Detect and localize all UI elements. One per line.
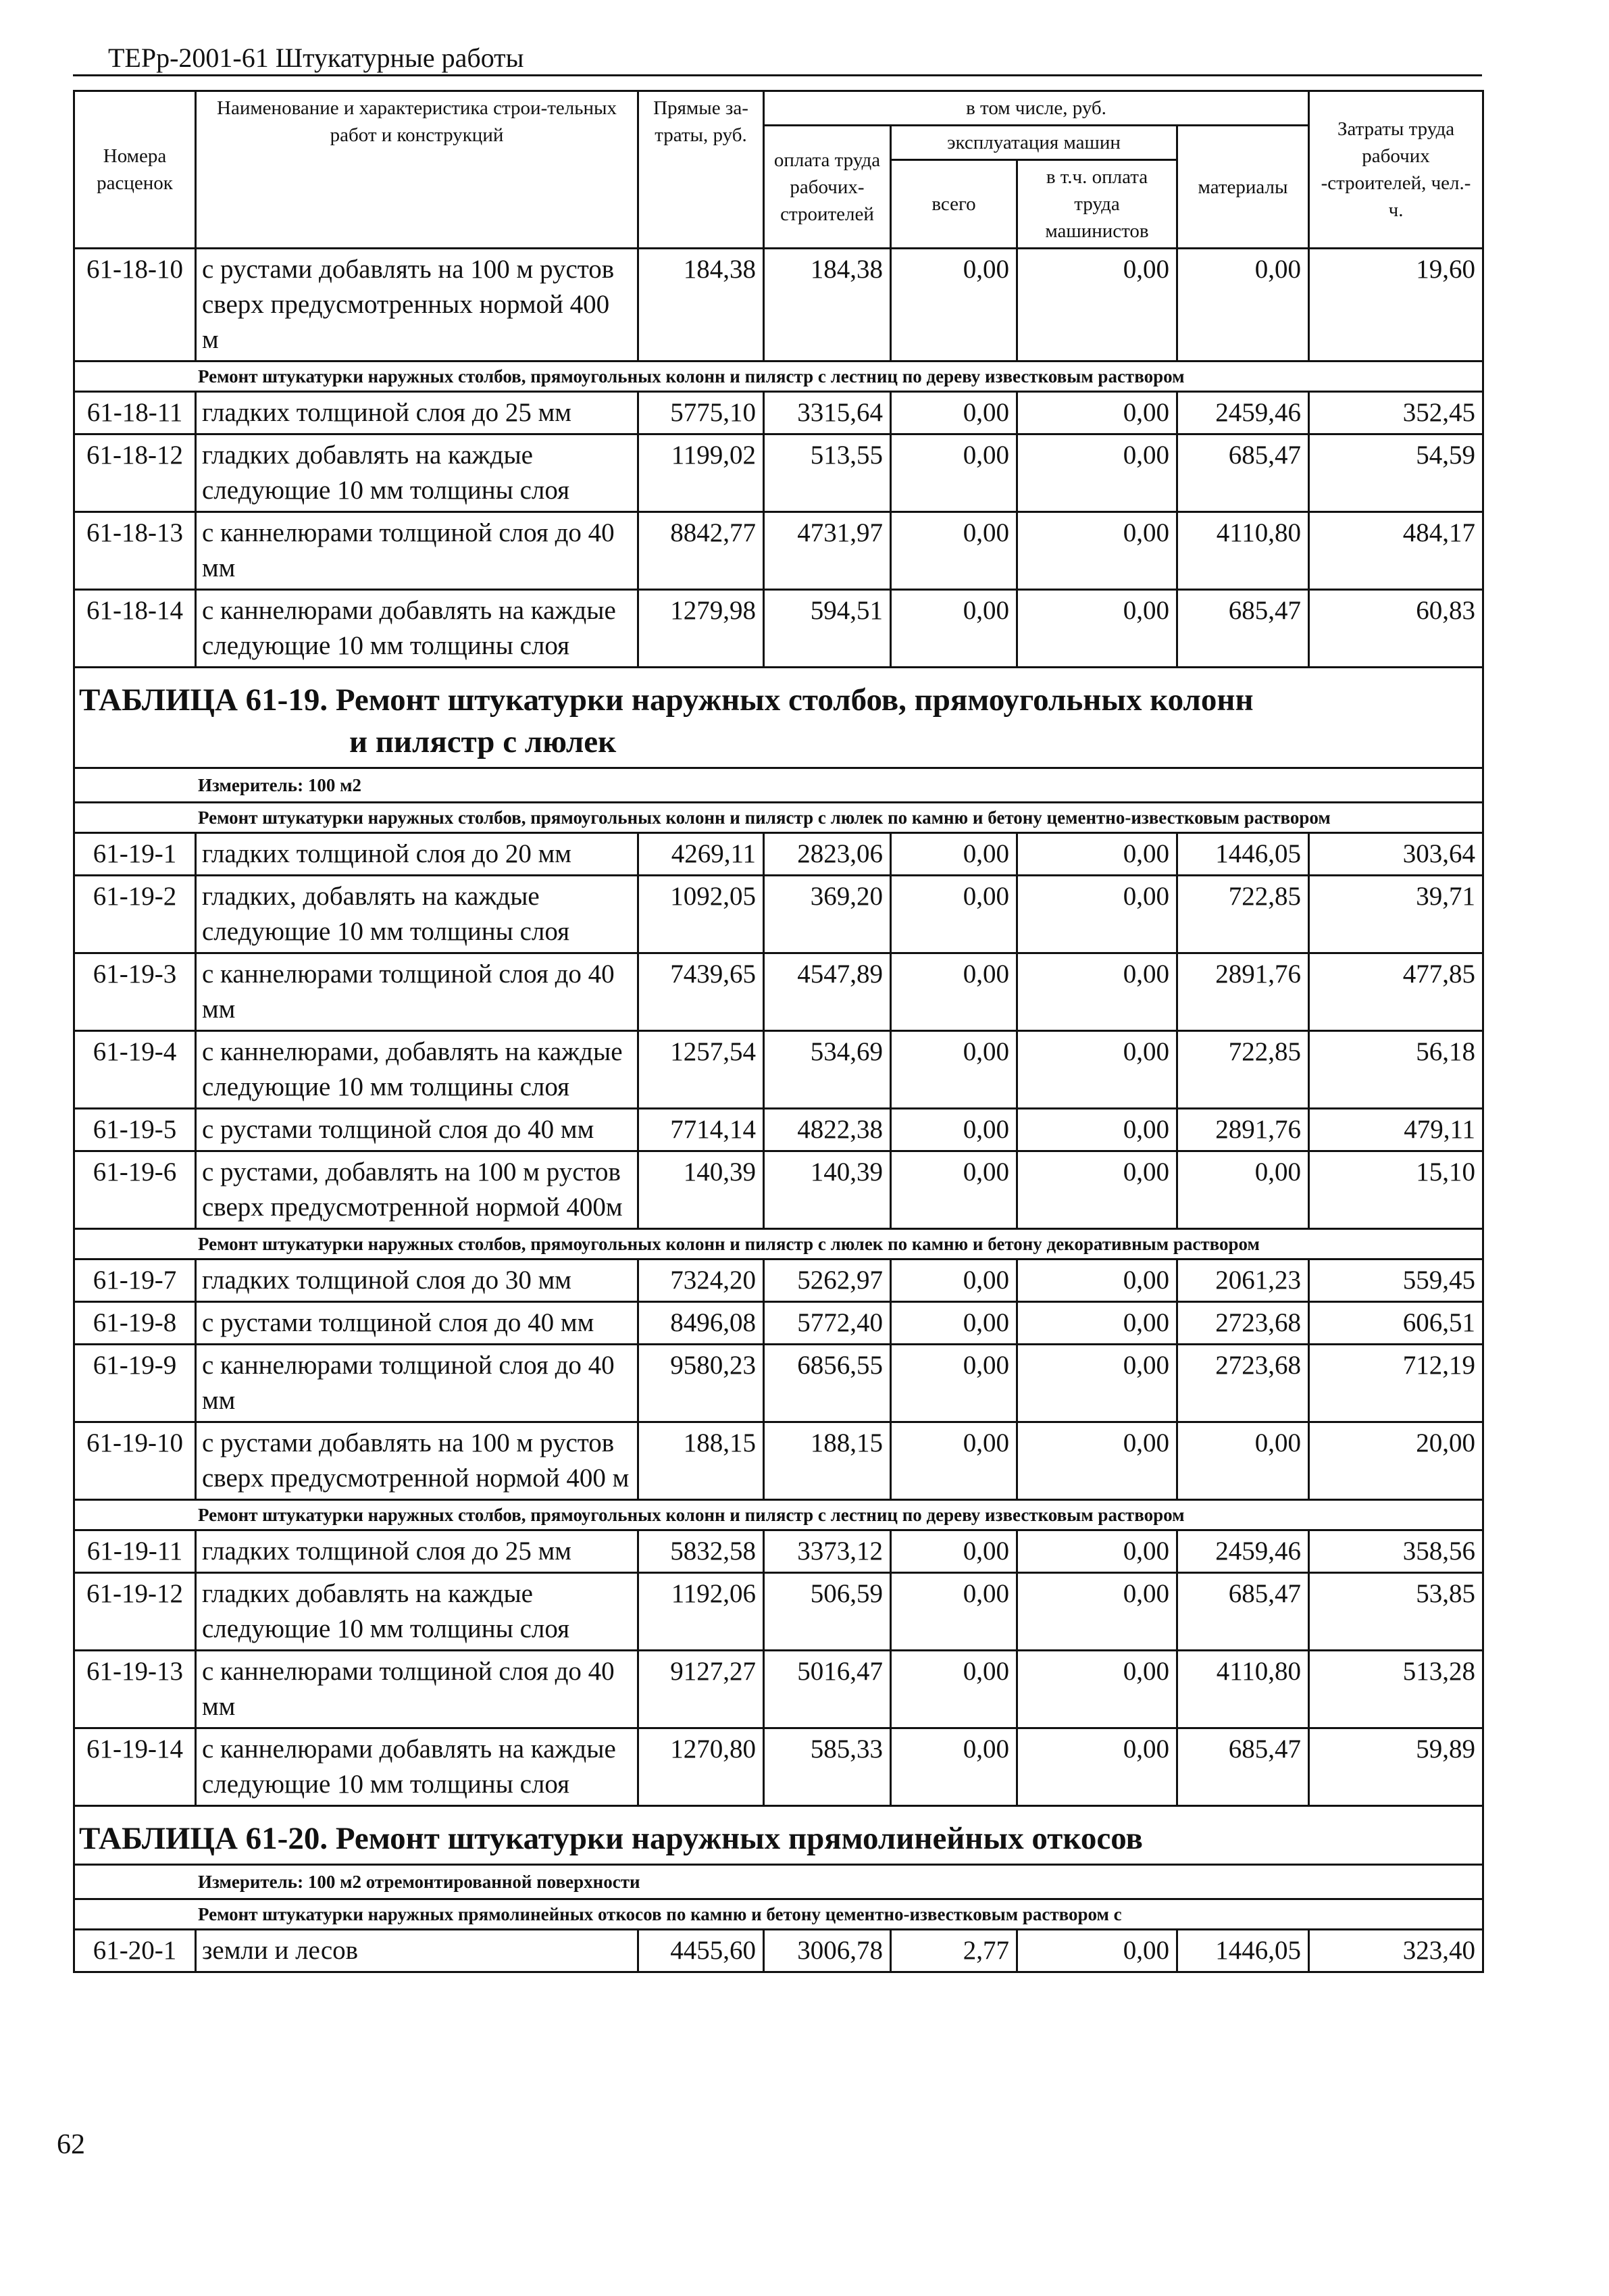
group-row: [74, 1500, 1483, 1530]
labor-pay: 594,51: [764, 590, 891, 668]
work-name: с каннелюрами толщиной слоя до 40 мм: [196, 1345, 638, 1422]
direct-costs: 9580,23: [638, 1345, 764, 1422]
labor-pay: 5262,97: [764, 1259, 891, 1302]
labor-hours: 479,11: [1309, 1109, 1483, 1151]
work-name: с каннелюрами, добавлять на каждые следующие 10 мм толщины слоя: [196, 1031, 638, 1109]
materials: 0,00: [1177, 1422, 1309, 1500]
labor-hours: 559,45: [1309, 1259, 1483, 1302]
work-name: с рустами толщиной слоя до 40 мм: [196, 1302, 638, 1345]
table-19-title: [74, 668, 1483, 768]
work-name: гладких толщиной слоя до 25 мм: [196, 392, 638, 434]
table-row: [74, 1302, 1483, 1345]
materials: 685,47: [1177, 434, 1309, 512]
materials: 685,47: [1177, 1573, 1309, 1651]
machine-labor-pay: 0,00: [1017, 1031, 1177, 1109]
work-name: с каннелюрами добавлять на каждые следующие 10 мм толщины слоя: [196, 1728, 638, 1806]
materials: 0,00: [1177, 1151, 1309, 1229]
table-row: [74, 249, 1483, 361]
work-name: гладких толщиной слоя до 30 мм: [196, 1259, 638, 1302]
machine-labor-pay: 0,00: [1017, 1930, 1177, 1972]
labor-pay: 5772,40: [764, 1302, 891, 1345]
labor-hours: 323,40: [1309, 1930, 1483, 1972]
labor-hours: 39,71: [1309, 876, 1483, 953]
table-row: [74, 1422, 1483, 1500]
machine-total: 0,00: [891, 1151, 1017, 1229]
machine-total: 0,00: [891, 1530, 1017, 1573]
labor-pay: 585,33: [764, 1728, 891, 1806]
direct-costs: 7714,14: [638, 1109, 764, 1151]
machine-total: 0,00: [891, 953, 1017, 1031]
machine-total: 0,00: [891, 1728, 1017, 1806]
materials: 2459,46: [1177, 1530, 1309, 1573]
table-19-title-line2: и пилястр с люлек: [349, 724, 617, 759]
labor-pay: 5016,47: [764, 1651, 891, 1728]
direct-costs: 5775,10: [638, 392, 764, 434]
work-name: гладких толщиной слоя до 20 мм: [196, 833, 638, 876]
table-row: [74, 1930, 1483, 1972]
machine-labor-pay: 0,00: [1017, 1728, 1177, 1806]
table-row: [74, 1151, 1483, 1229]
labor-pay: 3006,78: [764, 1930, 891, 1972]
materials: 2459,46: [1177, 392, 1309, 434]
table-row: [74, 590, 1483, 668]
header-including: в том числе, руб.: [764, 91, 1309, 126]
table-row: [74, 1651, 1483, 1728]
work-name: гладких толщиной слоя до 25 мм: [196, 1530, 638, 1573]
labor-pay: 506,59: [764, 1573, 891, 1651]
rate-code: 61-19-3: [74, 953, 196, 1031]
machine-labor-pay: 0,00: [1017, 953, 1177, 1031]
materials: 0,00: [1177, 249, 1309, 361]
machine-total: 0,00: [891, 876, 1017, 953]
labor-hours: 20,00: [1309, 1422, 1483, 1500]
page-number: 62: [57, 2129, 85, 2160]
work-name: с каннелюрами толщиной слоя до 40 мм: [196, 1651, 638, 1728]
labor-pay: 513,55: [764, 434, 891, 512]
machine-total: 0,00: [891, 512, 1017, 590]
labor-hours: 15,10: [1309, 1151, 1483, 1229]
group-row: [74, 1229, 1483, 1259]
machine-labor-pay: 0,00: [1017, 876, 1177, 953]
machine-labor-pay: 0,00: [1017, 249, 1177, 361]
group-t20-a: Ремонт штукатурки наружных прямолинейных откосов по камню и бетону цементно-известковым раствором с: [74, 1899, 1483, 1930]
machine-labor-pay: 0,00: [1017, 1151, 1177, 1229]
header-direct-costs: Прямые за-траты, руб.: [638, 91, 764, 249]
work-name: гладких, добавлять на каждые следующие 10 мм толщины слоя: [196, 876, 638, 953]
labor-hours: 60,83: [1309, 590, 1483, 668]
header-machine-total: всего: [891, 160, 1017, 249]
labor-pay: 3315,64: [764, 392, 891, 434]
group-t19-b: Ремонт штукатурки наружных столбов, прямоугольных колонн и пилястр с люлек по камню и бетону декоративным раствором: [74, 1229, 1483, 1259]
measure-row: [74, 768, 1483, 803]
machine-labor-pay: 0,00: [1017, 1109, 1177, 1151]
direct-costs: 1279,98: [638, 590, 764, 668]
rate-code: 61-19-10: [74, 1422, 196, 1500]
materials: 2723,68: [1177, 1302, 1309, 1345]
materials: 2891,76: [1177, 1109, 1309, 1151]
labor-pay: 3373,12: [764, 1530, 891, 1573]
direct-costs: 8496,08: [638, 1302, 764, 1345]
rate-code: 61-19-8: [74, 1302, 196, 1345]
direct-costs: 8842,77: [638, 512, 764, 590]
section-row: [74, 1806, 1483, 1865]
labor-hours: 358,56: [1309, 1530, 1483, 1573]
header-code: Номера расценок: [74, 91, 196, 249]
direct-costs: 9127,27: [638, 1651, 764, 1728]
materials: 685,47: [1177, 590, 1309, 668]
work-name: гладких добавлять на каждые следующие 10 мм толщины слоя: [196, 1573, 638, 1651]
rate-code: 61-19-13: [74, 1651, 196, 1728]
machine-labor-pay: 0,00: [1017, 1345, 1177, 1422]
machine-total: 0,00: [891, 1259, 1017, 1302]
direct-costs: 4455,60: [638, 1930, 764, 1972]
rate-code: 61-19-11: [74, 1530, 196, 1573]
direct-costs: 5832,58: [638, 1530, 764, 1573]
labor-hours: 54,59: [1309, 434, 1483, 512]
labor-hours: 513,28: [1309, 1651, 1483, 1728]
group-t19-a: Ремонт штукатурки наружных столбов, прямоугольных колонн и пилястр с люлек по камню и бетону цементно-известковым раствором: [74, 803, 1483, 833]
labor-hours: 56,18: [1309, 1031, 1483, 1109]
materials: 4110,80: [1177, 1651, 1309, 1728]
materials: 722,85: [1177, 876, 1309, 953]
machine-labor-pay: 0,00: [1017, 833, 1177, 876]
header-rule: [73, 74, 1482, 76]
work-name: с рустами добавлять на 100 м рустов сверх предусмотренных нормой 400 м: [196, 249, 638, 361]
rate-code: 61-18-11: [74, 392, 196, 434]
work-name: земли и лесов: [196, 1930, 638, 1972]
labor-pay: 188,15: [764, 1422, 891, 1500]
table-row: [74, 1031, 1483, 1109]
direct-costs: 4269,11: [638, 833, 764, 876]
table-row: [74, 1345, 1483, 1422]
direct-costs: 1257,54: [638, 1031, 764, 1109]
header-row-1: [74, 91, 1483, 126]
group-row: [74, 361, 1483, 392]
work-name: с каннелюрами толщиной слоя до 40 мм: [196, 953, 638, 1031]
measure-row: [74, 1865, 1483, 1899]
labor-hours: 352,45: [1309, 392, 1483, 434]
rate-code: 61-19-9: [74, 1345, 196, 1422]
labor-hours: 477,85: [1309, 953, 1483, 1031]
materials: 2891,76: [1177, 953, 1309, 1031]
materials: 685,47: [1177, 1728, 1309, 1806]
labor-hours: 484,17: [1309, 512, 1483, 590]
machine-total: 0,00: [891, 833, 1017, 876]
rate-code: 61-19-12: [74, 1573, 196, 1651]
rate-code: 61-19-6: [74, 1151, 196, 1229]
labor-hours: 303,64: [1309, 833, 1483, 876]
materials: 1446,05: [1177, 1930, 1309, 1972]
direct-costs: 140,39: [638, 1151, 764, 1229]
labor-pay: 6856,55: [764, 1345, 891, 1422]
machine-total: 0,00: [891, 434, 1017, 512]
table-row: [74, 392, 1483, 434]
machine-labor-pay: 0,00: [1017, 1422, 1177, 1500]
table-row: [74, 833, 1483, 876]
labor-hours: 712,19: [1309, 1345, 1483, 1422]
group-row: [74, 803, 1483, 833]
work-name: гладких добавлять на каждые следующие 10 мм толщины слоя: [196, 434, 638, 512]
direct-costs: 184,38: [638, 249, 764, 361]
machine-total: 0,00: [891, 1031, 1017, 1109]
table-20-measure: Измеритель: 100 м2 отремонтированной поверхности: [74, 1865, 1483, 1899]
direct-costs: 7324,20: [638, 1259, 764, 1302]
table-19-title-line1: ТАБЛИЦА 61-19. Ремонт штукатурки наружных столбов, прямоугольных колонн: [79, 682, 1254, 718]
machine-labor-pay: 0,00: [1017, 1302, 1177, 1345]
section-row: [74, 668, 1483, 768]
materials: 2061,23: [1177, 1259, 1309, 1302]
header-machine-operation: эксплуатация машин: [891, 126, 1177, 160]
machine-labor-pay: 0,00: [1017, 392, 1177, 434]
table-19-measure: Измеритель: 100 м2: [74, 768, 1483, 803]
labor-hours: 53,85: [1309, 1573, 1483, 1651]
labor-pay: 534,69: [764, 1031, 891, 1109]
table-20-title: [74, 1806, 1483, 1865]
rate-code: 61-19-7: [74, 1259, 196, 1302]
group-t19-c: Ремонт штукатурки наружных столбов, прямоугольных колонн и пилястр с лестниц по дереву известковым раствором: [74, 1500, 1483, 1530]
labor-hours: 19,60: [1309, 249, 1483, 361]
labor-pay: 2823,06: [764, 833, 891, 876]
direct-costs: 1192,06: [638, 1573, 764, 1651]
direct-costs: 188,15: [638, 1422, 764, 1500]
machine-labor-pay: 0,00: [1017, 1530, 1177, 1573]
rate-code: 61-20-1: [74, 1930, 196, 1972]
table-row: [74, 1530, 1483, 1573]
rate-code: 61-19-1: [74, 833, 196, 876]
header-name: Наименование и характеристика строи-тельных работ и конструкций: [196, 91, 638, 249]
rate-code: 61-19-5: [74, 1109, 196, 1151]
header-labor-pay: оплата труда рабочих-строителей: [764, 126, 891, 249]
page-header: ТЕРр-2001-61 Штукатурные работы: [108, 43, 524, 73]
table-row: [74, 1259, 1483, 1302]
table-row: [74, 1573, 1483, 1651]
rate-code: 61-18-10: [74, 249, 196, 361]
materials: 4110,80: [1177, 512, 1309, 590]
work-name: с каннелюрами толщиной слоя до 40 мм: [196, 512, 638, 590]
machine-labor-pay: 0,00: [1017, 512, 1177, 590]
direct-costs: 1270,80: [638, 1728, 764, 1806]
group-t18-lestnic: Ремонт штукатурки наружных столбов, прямоугольных колонн и пилястр с лестниц по дереву известковым раствором: [74, 361, 1483, 392]
labor-pay: 4731,97: [764, 512, 891, 590]
labor-pay: 369,20: [764, 876, 891, 953]
rate-code: 61-19-2: [74, 876, 196, 953]
table-row: [74, 876, 1483, 953]
labor-hours: 606,51: [1309, 1302, 1483, 1345]
rate-code: 61-18-14: [74, 590, 196, 668]
labor-pay: 140,39: [764, 1151, 891, 1229]
table-row: [74, 1109, 1483, 1151]
machine-total: 0,00: [891, 249, 1017, 361]
labor-pay: 184,38: [764, 249, 891, 361]
work-name: с рустами толщиной слоя до 40 мм: [196, 1109, 638, 1151]
table-20-title-line1: ТАБЛИЦА 61-20. Ремонт штукатурки наружных прямолинейных откосов: [79, 1821, 1143, 1856]
materials: 722,85: [1177, 1031, 1309, 1109]
machine-labor-pay: 0,00: [1017, 1651, 1177, 1728]
header-labor-cost: Затраты труда рабочих -строителей, чел.-ч.: [1309, 91, 1483, 249]
machine-total: 0,00: [891, 1573, 1017, 1651]
work-name: с каннелюрами добавлять на каждые следующие 10 мм толщины слоя: [196, 590, 638, 668]
machine-total: 0,00: [891, 1302, 1017, 1345]
direct-costs: 7439,65: [638, 953, 764, 1031]
table-row: [74, 512, 1483, 590]
machine-total: 0,00: [891, 1422, 1017, 1500]
labor-pay: 4547,89: [764, 953, 891, 1031]
group-row: [74, 1899, 1483, 1930]
machine-labor-pay: 0,00: [1017, 434, 1177, 512]
direct-costs: 1199,02: [638, 434, 764, 512]
materials: 1446,05: [1177, 833, 1309, 876]
machine-total: 0,00: [891, 590, 1017, 668]
table-row: [74, 434, 1483, 512]
labor-pay: 4822,38: [764, 1109, 891, 1151]
rate-code: 61-19-14: [74, 1728, 196, 1806]
work-name: с рустами, добавлять на 100 м рустов сверх предусмотренной нормой 400м: [196, 1151, 638, 1229]
rate-code: 61-19-4: [74, 1031, 196, 1109]
machine-total: 0,00: [891, 1651, 1017, 1728]
machine-total: 0,00: [891, 1345, 1017, 1422]
header-machine-labor: в т.ч. оплата труда машинистов: [1017, 160, 1177, 249]
machine-labor-pay: 0,00: [1017, 1573, 1177, 1651]
machine-total: 2,77: [891, 1930, 1017, 1972]
materials: 2723,68: [1177, 1345, 1309, 1422]
table-row: [74, 1728, 1483, 1806]
table-row: [74, 953, 1483, 1031]
labor-hours: 59,89: [1309, 1728, 1483, 1806]
machine-total: 0,00: [891, 392, 1017, 434]
machine-labor-pay: 0,00: [1017, 1259, 1177, 1302]
rates-table: [73, 90, 1484, 1973]
work-name: с рустами добавлять на 100 м рустов сверх предусмотренной нормой 400 м: [196, 1422, 638, 1500]
direct-costs: 1092,05: [638, 876, 764, 953]
machine-total: 0,00: [891, 1109, 1017, 1151]
rate-code: 61-18-13: [74, 512, 196, 590]
machine-labor-pay: 0,00: [1017, 590, 1177, 668]
rate-code: 61-18-12: [74, 434, 196, 512]
header-materials: материалы: [1177, 126, 1309, 249]
